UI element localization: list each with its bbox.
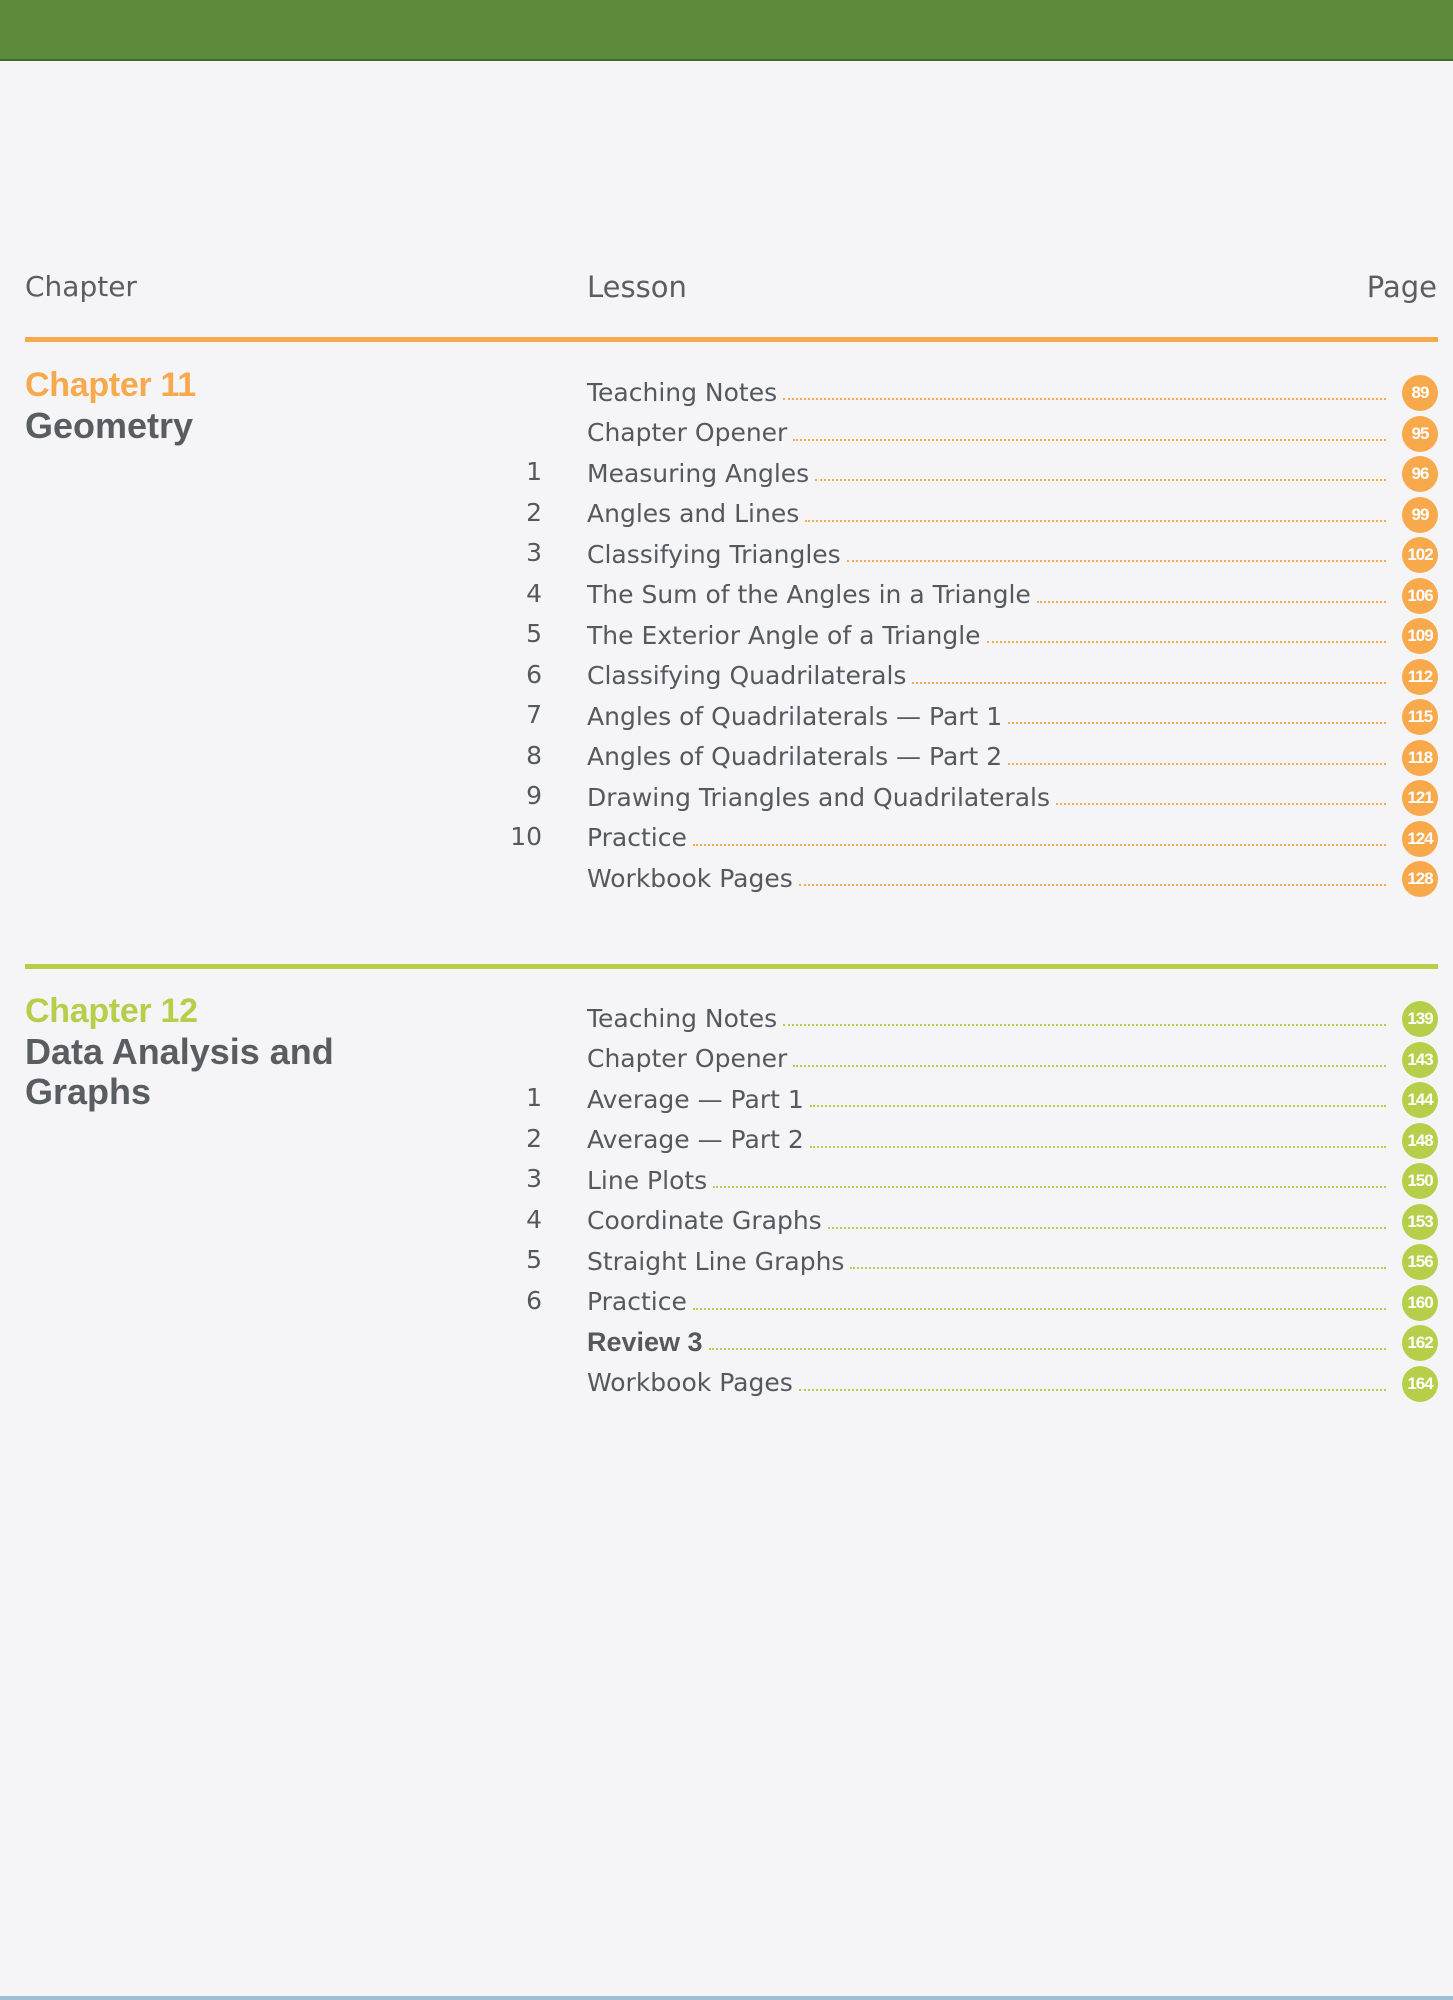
toc-row[interactable] [500,1201,1438,1241]
lesson-title: Average — Part 1 [587,1084,804,1114]
toc-row[interactable] [500,1079,1438,1119]
lesson-entry [587,1120,1386,1160]
dot-leader [847,560,1386,562]
lesson-number: 9 [526,781,542,810]
toc-row[interactable] [500,534,1438,574]
lesson-number: 7 [526,700,542,729]
page-number-badge: 153 [1402,1204,1438,1240]
column-header-page: Page [1366,270,1437,304]
chapter-title: Data Analysis and Graphs [25,1031,334,1112]
dot-leader [793,439,1386,441]
lesson-entry [587,777,1386,817]
toc-row[interactable] [500,998,1438,1038]
page-number-badge: 102 [1402,537,1438,573]
dot-leader [850,1267,1386,1269]
bottom-edge-line [0,1996,1453,2000]
lesson-title: Line Plots [587,1165,708,1195]
lesson-number: 10 [510,821,542,851]
lesson-title: Angles and Lines [587,499,800,528]
lesson-entry [587,575,1386,615]
toc-row[interactable] [500,656,1438,696]
toc-row[interactable] [500,696,1438,736]
lesson-entry [587,656,1386,696]
page-number-badge: 112 [1402,659,1438,695]
lesson-title: Practice [587,823,687,852]
lesson-title: Teaching Notes [587,377,778,407]
toc-row[interactable] [500,1241,1438,1281]
lesson-entry [587,413,1386,453]
toc-row[interactable] [500,818,1438,858]
lesson-title: Angles of Quadrilaterals — Part 1 [587,701,1003,731]
page-number-badge: 143 [1402,1042,1438,1078]
top-color-bar [0,0,1453,61]
chapter-number: Chapter 12 [25,992,198,1030]
chapter-title: Geometry [25,405,194,446]
page-number-badge: 144 [1402,1082,1438,1118]
lesson-title: Angles of Quadrilaterals — Part 2 [587,742,1003,771]
page-number-badge: 156 [1402,1244,1438,1280]
column-header-lesson: Lesson [587,270,687,304]
lesson-entry [587,696,1386,736]
lesson-number: 5 [526,1245,542,1274]
page-number-badge: 89 [1402,375,1438,411]
lesson-title: Chapter Opener [587,1044,788,1073]
page-number-badge: 164 [1402,1366,1438,1402]
lesson-title: Review 3 [587,1326,703,1357]
lesson-title: Average — Part 2 [587,1125,804,1154]
page-number-badge: 162 [1402,1325,1438,1361]
lesson-entry [587,615,1386,655]
dot-leader [1056,803,1386,805]
dot-leader [793,1065,1386,1067]
lesson-number: 6 [526,659,542,689]
lesson-entry [587,1363,1386,1403]
toc-row[interactable] [500,1120,1438,1160]
lesson-title: Straight Line Graphs [587,1246,845,1276]
dot-leader [693,1308,1386,1310]
lesson-entry [587,737,1386,777]
lesson-entry [587,453,1386,493]
dot-leader [713,1186,1386,1188]
lesson-title: Classifying Quadrilaterals [587,661,907,690]
dot-leader [799,884,1386,886]
lesson-title: Classifying Triangles [587,539,841,569]
toc-row[interactable] [500,1282,1438,1322]
lesson-title: Coordinate Graphs [587,1206,822,1235]
page-number-badge: 106 [1402,578,1438,614]
toc-row[interactable] [500,413,1438,453]
lesson-entry [587,818,1386,858]
lesson-entry [587,1322,1386,1362]
toc-row[interactable] [500,1363,1438,1403]
dot-leader [815,479,1386,481]
lesson-entry [587,372,1386,412]
dot-leader [805,520,1386,522]
lesson-number: 1 [526,457,542,486]
toc-row[interactable] [500,615,1438,655]
toc-row[interactable] [500,1039,1438,1079]
page-number-badge: 95 [1402,416,1438,452]
lesson-entry [587,1201,1386,1241]
lesson-number: 2 [526,497,542,527]
lesson-title: Drawing Triangles and Quadrilaterals [587,782,1050,812]
page-number-badge: 128 [1402,861,1438,897]
toc-row[interactable] [500,858,1438,898]
lesson-title: Chapter Opener [587,418,788,447]
lesson-title: Practice [587,1287,687,1316]
dot-leader [1008,763,1386,765]
dot-leader [709,1348,1386,1350]
toc-row[interactable] [500,737,1438,777]
lesson-title: Workbook Pages [587,863,793,893]
toc-row[interactable] [500,494,1438,534]
dot-leader [799,1389,1386,1391]
page-number-badge: 121 [1402,780,1438,816]
lesson-number: 8 [526,740,542,770]
page-number-badge: 99 [1402,497,1438,533]
lesson-number: 3 [526,538,542,567]
lesson-number: 6 [526,1285,542,1315]
chapter-number: Chapter 11 [25,366,196,404]
toc-row[interactable] [500,372,1438,412]
lesson-title: Teaching Notes [587,1003,778,1033]
toc-row[interactable] [500,575,1438,615]
dot-leader [1037,601,1386,603]
lesson-entry [587,494,1386,534]
lesson-entry [587,1079,1386,1119]
lesson-entry [587,534,1386,574]
page-number-badge: 139 [1402,1001,1438,1037]
page-number-badge: 115 [1402,699,1438,735]
lesson-number: 4 [526,578,542,608]
page-number-badge: 150 [1402,1163,1438,1199]
toc-row[interactable] [500,1322,1438,1362]
lesson-entry [587,1282,1386,1322]
page-number-badge: 160 [1402,1285,1438,1321]
dot-leader [828,1227,1386,1229]
dot-leader [783,1024,1386,1026]
page-number-badge: 118 [1402,740,1438,776]
dot-leader [810,1146,1386,1148]
toc-row[interactable] [500,1160,1438,1200]
dot-leader [912,682,1386,684]
toc-row[interactable] [500,453,1438,493]
page-number-badge: 109 [1402,618,1438,654]
lesson-entry [587,998,1386,1038]
chapter-divider-rule [25,964,1438,969]
page-number-badge: 124 [1402,821,1438,857]
lesson-number: 4 [526,1204,542,1234]
lesson-entry [587,1160,1386,1200]
lesson-number: 3 [526,1164,542,1193]
page-number-badge: 96 [1402,456,1438,492]
dot-leader [810,1105,1386,1107]
chapter-divider-rule [25,337,1438,342]
lesson-title: Workbook Pages [587,1368,793,1397]
lesson-number: 1 [526,1083,542,1112]
page-number-badge: 148 [1402,1123,1438,1159]
lesson-entry [587,1241,1386,1281]
column-header-chapter: Chapter [25,270,137,303]
lesson-title: Measuring Angles [587,458,810,488]
dot-leader [693,844,1386,846]
lesson-entry [587,1039,1386,1079]
toc-row[interactable] [500,777,1438,817]
lesson-title: The Exterior Angle of a Triangle [587,620,981,650]
dot-leader [1008,722,1386,724]
lesson-title: The Sum of the Angles in a Triangle [587,580,1031,609]
lesson-entry [587,858,1386,898]
lesson-number: 5 [526,619,542,648]
dot-leader [987,641,1386,643]
lesson-number: 2 [526,1123,542,1153]
dot-leader [783,398,1386,400]
